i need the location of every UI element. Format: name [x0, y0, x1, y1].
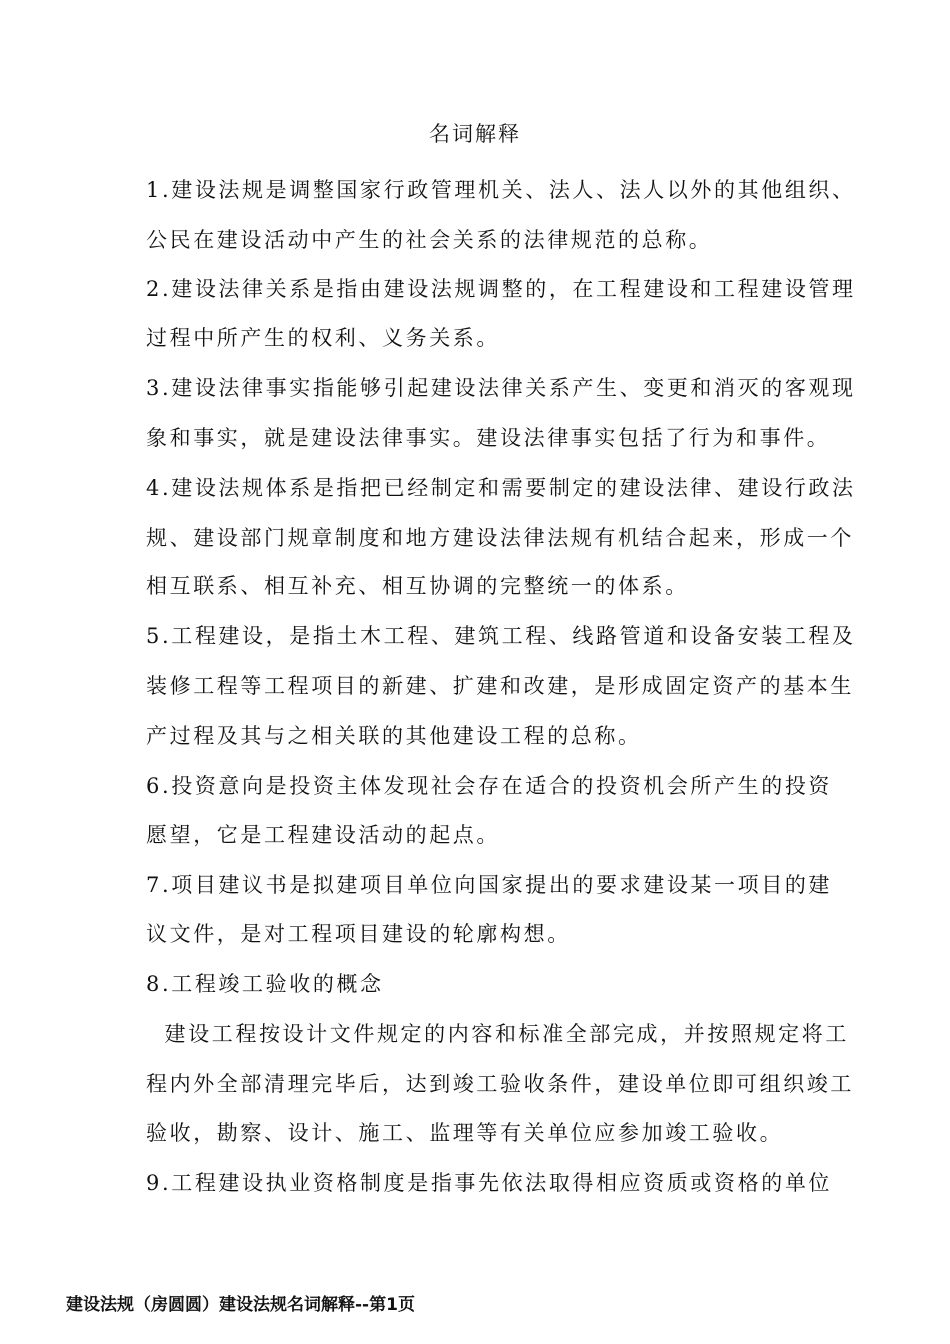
- text-line-21: 9.工程建设执业资格制度是指事先依法取得相应资质或资格的单位: [146, 1171, 833, 1195]
- text-line-16: 议文件，是对工程项目建设的轮廓构想。: [146, 922, 571, 946]
- text-line-10: 5.工程建设，是指土木工程、建筑工程、线路管道和设备安装工程及: [146, 624, 856, 648]
- document-title: 名词解释: [429, 122, 521, 146]
- text-line-13: 6.投资意向是投资主体发现社会存在适合的投资机会所产生的投资: [146, 774, 833, 798]
- text-line-3: 2.建设法律关系是指由建设法规调整的，在工程建设和工程建设管理: [146, 277, 856, 301]
- text-line-11: 装修工程等工程项目的新建、扩建和改建，是形成固定资产的基本生: [146, 674, 854, 698]
- text-line-14: 愿望，它是工程建设活动的起点。: [146, 823, 500, 847]
- text-line-7: 4.建设法规体系是指把已经制定和需要制定的建设法律、建设行政法: [146, 476, 856, 500]
- text-line-9: 相互联系、相互补充、相互协调的完整统一的体系。: [146, 574, 689, 598]
- text-line-12: 产过程及其与之相关联的其他建设工程的总称。: [146, 724, 642, 748]
- page-footer: 建设法规（房圆圆）建设法规名词解释--第1页: [66, 1295, 415, 1315]
- text-line-2: 公民在建设活动中产生的社会关系的法律规范的总称。: [146, 228, 713, 252]
- text-line-1: 1.建设法规是调整国家行政管理机关、法人、法人以外的其他组织、: [146, 178, 856, 202]
- text-line-20: 验收，勘察、设计、施工、监理等有关单位应参加竣工验收。: [146, 1121, 784, 1145]
- text-line-18: 建设工程按设计文件规定的内容和标准全部完成，并按照规定将工: [146, 1022, 849, 1046]
- text-line-6: 象和事实，就是建设法律事实。建设法律事实包括了行为和事件。: [146, 426, 831, 450]
- text-line-15: 7.项目建议书是拟建项目单位向国家提出的要求建设某一项目的建: [146, 873, 833, 897]
- text-line-8: 规、建设部门规章制度和地方建设法律法规有机结合起来，形成一个: [146, 526, 854, 550]
- text-line-17: 8.工程竣工验收的概念: [146, 972, 384, 996]
- text-line-5: 3.建设法律事实指能够引起建设法律关系产生、变更和消灭的客观现: [146, 376, 856, 400]
- text-line-4: 过程中所产生的权利、义务关系。: [146, 326, 500, 350]
- text-line-19: 程内外全部清理完毕后，达到竣工验收条件，建设单位即可组织竣工: [146, 1072, 854, 1096]
